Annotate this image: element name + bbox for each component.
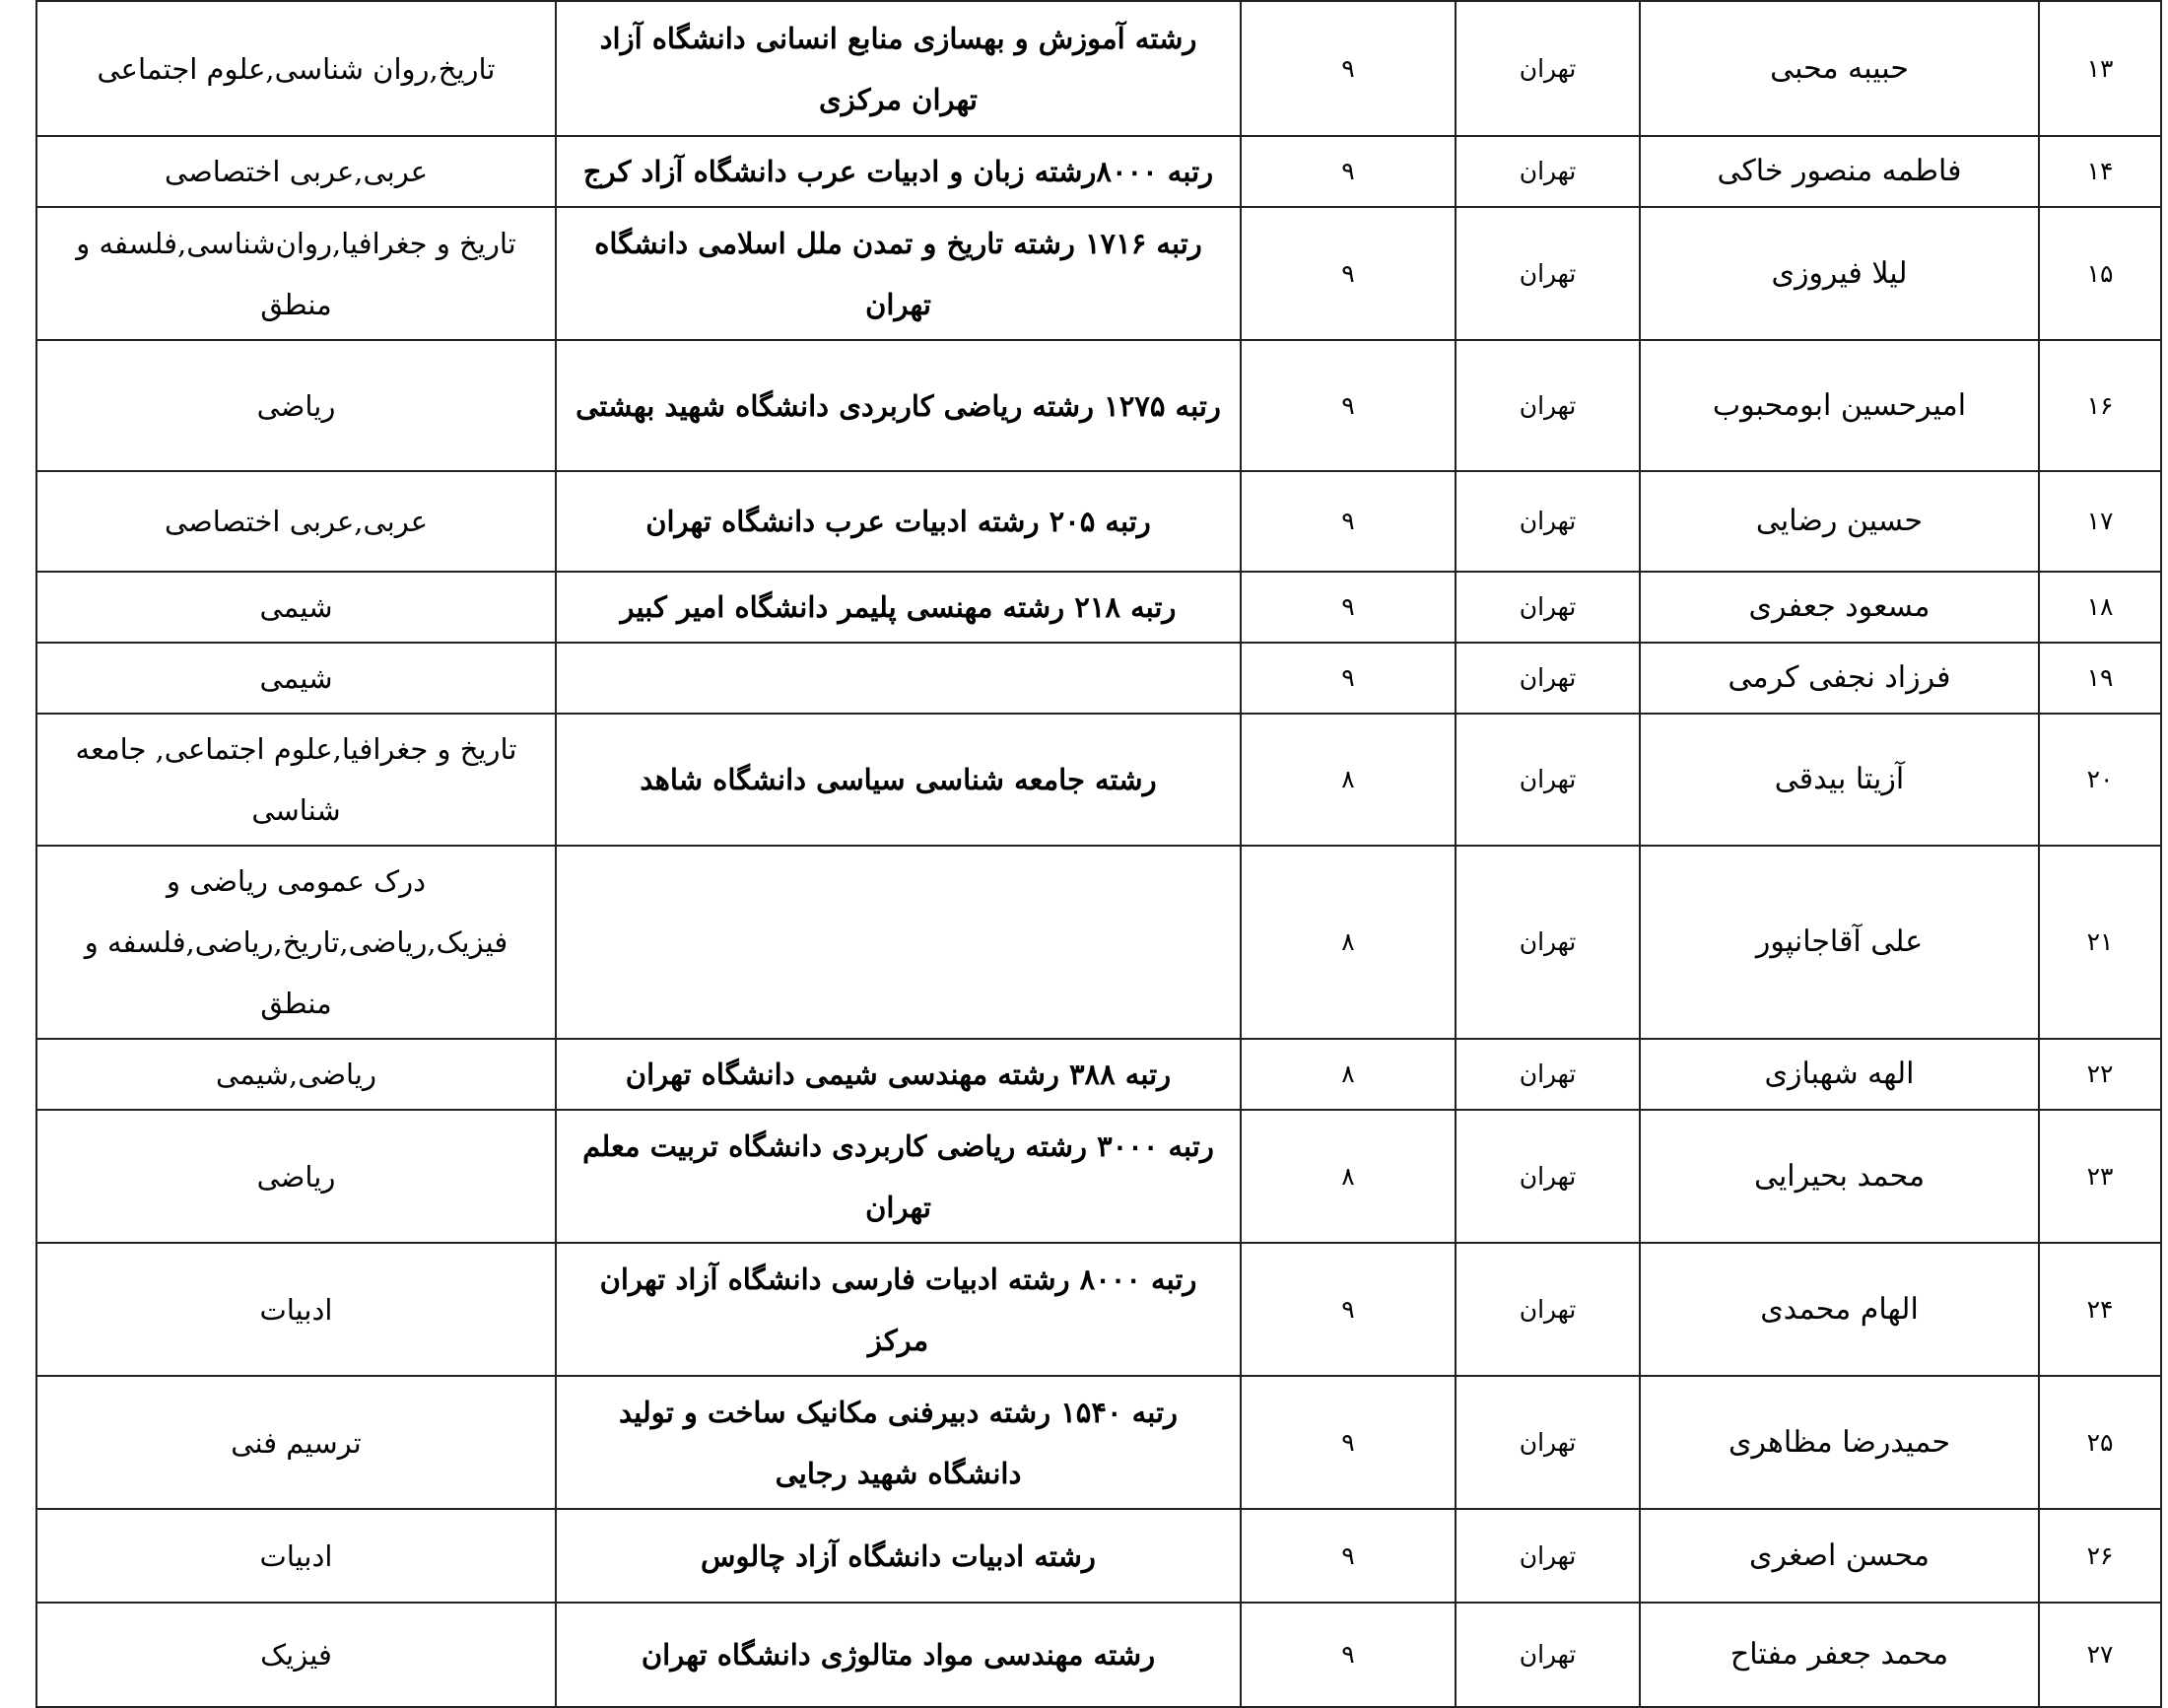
subjects: ریاضی: [36, 1110, 556, 1243]
person-name: لیلا فیروزی: [1640, 207, 2039, 340]
row-number: ۲۵: [2039, 1376, 2161, 1509]
person-name: فاطمه منصور خاکی: [1640, 136, 2039, 207]
subjects: تاریخ و جغرافیا,علوم اجتماعی, جامعه شناسی: [36, 714, 556, 846]
person-name: امیرحسین ابومحبوب: [1640, 340, 2039, 471]
city: تهران: [1456, 643, 1640, 714]
person-name: حبیبه محبی: [1640, 1, 2039, 136]
person-name: آزیتا بیدقی: [1640, 714, 2039, 846]
table-row: [36, 1039, 2161, 1110]
grade: ۹: [1241, 572, 1456, 643]
subjects: شیمی: [36, 643, 556, 714]
grade: ۹: [1241, 471, 1456, 572]
education: رتبه ۸۰۰۰ رشته ادبیات فارسی دانشگاه آزاد تهران مرکز: [556, 1243, 1241, 1376]
education: رتبه ۱۲۷۵ رشته ریاضی کاربردی دانشگاه شهید بهشتی: [556, 340, 1241, 471]
subjects: شیمی: [36, 572, 556, 643]
grade: ۸: [1241, 846, 1456, 1039]
education: رشته مهندسی مواد متالوژی دانشگاه تهران: [556, 1603, 1241, 1707]
person-name: فرزاد نجفی کرمی: [1640, 643, 2039, 714]
subjects: تاریخ,روان شناسی,علوم اجتماعی: [36, 1, 556, 136]
person-name: محمد بحیرایی: [1640, 1110, 2039, 1243]
grade: ۹: [1241, 643, 1456, 714]
education: رتبه ۳۸۸ رشته مهندسی شیمی دانشگاه تهران: [556, 1039, 1241, 1110]
table-row: [36, 207, 2161, 340]
education: [556, 643, 1241, 714]
table-row: [36, 846, 2161, 1039]
grade: ۸: [1241, 1110, 1456, 1243]
subjects: عربی,عربی اختصاصی: [36, 136, 556, 207]
subjects: ریاضی: [36, 340, 556, 471]
city: تهران: [1456, 1509, 1640, 1603]
subjects: عربی,عربی اختصاصی: [36, 471, 556, 572]
row-number: ۱۷: [2039, 471, 2161, 572]
table-row: [36, 1110, 2161, 1243]
table-row: [36, 1509, 2161, 1603]
subjects: تاریخ و جغرافیا,روان‌شناسی,فلسفه و منطق: [36, 207, 556, 340]
row-number: ۲۳: [2039, 1110, 2161, 1243]
subjects: ادبیات: [36, 1243, 556, 1376]
city: تهران: [1456, 340, 1640, 471]
grade: ۸: [1241, 714, 1456, 846]
city: تهران: [1456, 714, 1640, 846]
table-row: [36, 1243, 2161, 1376]
grade: ۹: [1241, 1509, 1456, 1603]
city: تهران: [1456, 136, 1640, 207]
subjects: ریاضی,شیمی: [36, 1039, 556, 1110]
city: تهران: [1456, 207, 1640, 340]
education: رشته آموزش و بهسازی منابع انسانی دانشگاه آزاد تهران مرکزی: [556, 1, 1241, 136]
city: تهران: [1456, 572, 1640, 643]
grade: ۹: [1241, 1243, 1456, 1376]
table-row: [36, 1, 2161, 136]
row-number: ۱۹: [2039, 643, 2161, 714]
row-number: ۲۰: [2039, 714, 2161, 846]
table-row: [36, 643, 2161, 714]
row-number: ۲۱: [2039, 846, 2161, 1039]
grade: ۹: [1241, 1603, 1456, 1707]
grade: ۹: [1241, 136, 1456, 207]
row-number: ۱۶: [2039, 340, 2161, 471]
subjects: ترسیم فنی: [36, 1376, 556, 1509]
person-name: حمیدرضا مظاهری: [1640, 1376, 2039, 1509]
row-number: ۲۲: [2039, 1039, 2161, 1110]
grade: ۸: [1241, 1039, 1456, 1110]
table-row: [36, 572, 2161, 643]
table-row: [36, 714, 2161, 846]
subjects: ادبیات: [36, 1509, 556, 1603]
table-row: [36, 340, 2161, 471]
education: رتبه ۱۷۱۶ رشته تاریخ و تمدن ملل اسلامی دانشگاه تهران: [556, 207, 1241, 340]
city: تهران: [1456, 1110, 1640, 1243]
person-name: حسین رضایی: [1640, 471, 2039, 572]
education: رتبه ۱۵۴۰ رشته دبیرفنی مکانیک ساخت و تولید دانشگاه شهید رجایی: [556, 1376, 1241, 1509]
row-number: ۲۶: [2039, 1509, 2161, 1603]
person-name: محسن اصغری: [1640, 1509, 2039, 1603]
records-table-body: [36, 1, 2161, 1707]
subjects: فیزیک: [36, 1603, 556, 1707]
table-row: [36, 1376, 2161, 1509]
grade: ۹: [1241, 207, 1456, 340]
city: تهران: [1456, 1603, 1640, 1707]
city: تهران: [1456, 1, 1640, 136]
education: رتبه ۳۰۰۰ رشته ریاضی کاربردی دانشگاه تربیت معلم تهران: [556, 1110, 1241, 1243]
table-row: [36, 136, 2161, 207]
city: تهران: [1456, 846, 1640, 1039]
row-number: ۱۳: [2039, 1, 2161, 136]
education: رتبه ۲۱۸ رشته مهنسی پلیمر دانشگاه امیر کبیر: [556, 572, 1241, 643]
grade: ۹: [1241, 1, 1456, 136]
grade: ۹: [1241, 340, 1456, 471]
city: تهران: [1456, 1376, 1640, 1509]
city: تهران: [1456, 1039, 1640, 1110]
row-number: ۱۵: [2039, 207, 2161, 340]
person-name: محمد جعفر مفتاح: [1640, 1603, 2039, 1707]
row-number: ۱۴: [2039, 136, 2161, 207]
grade: ۹: [1241, 1376, 1456, 1509]
education: رشته جامعه شناسی سیاسی دانشگاه شاهد: [556, 714, 1241, 846]
row-number: ۲۴: [2039, 1243, 2161, 1376]
city: تهران: [1456, 1243, 1640, 1376]
education: رتبه ۲۰۵ رشته ادبیات عرب دانشگاه تهران: [556, 471, 1241, 572]
city: تهران: [1456, 471, 1640, 572]
education: رشته ادبیات دانشگاه آزاد چالوس: [556, 1509, 1241, 1603]
person-name: الهام محمدی: [1640, 1243, 2039, 1376]
person-name: مسعود جعفری: [1640, 572, 2039, 643]
records-table: [35, 0, 2162, 1708]
row-number: ۱۸: [2039, 572, 2161, 643]
table-row: [36, 1603, 2161, 1707]
row-number: ۲۷: [2039, 1603, 2161, 1707]
person-name: علی آقاجانپور: [1640, 846, 2039, 1039]
subjects: درک عمومی ریاضی و فیزیک,ریاضی,تاریخ,ریاضی,فلسفه و منطق: [36, 846, 556, 1039]
education: رتبه ۸۰۰۰رشته زبان و ادبیات عرب دانشگاه آزاد کرج: [556, 136, 1241, 207]
table-row: [36, 471, 2161, 572]
education: [556, 846, 1241, 1039]
person-name: الهه شهبازی: [1640, 1039, 2039, 1110]
